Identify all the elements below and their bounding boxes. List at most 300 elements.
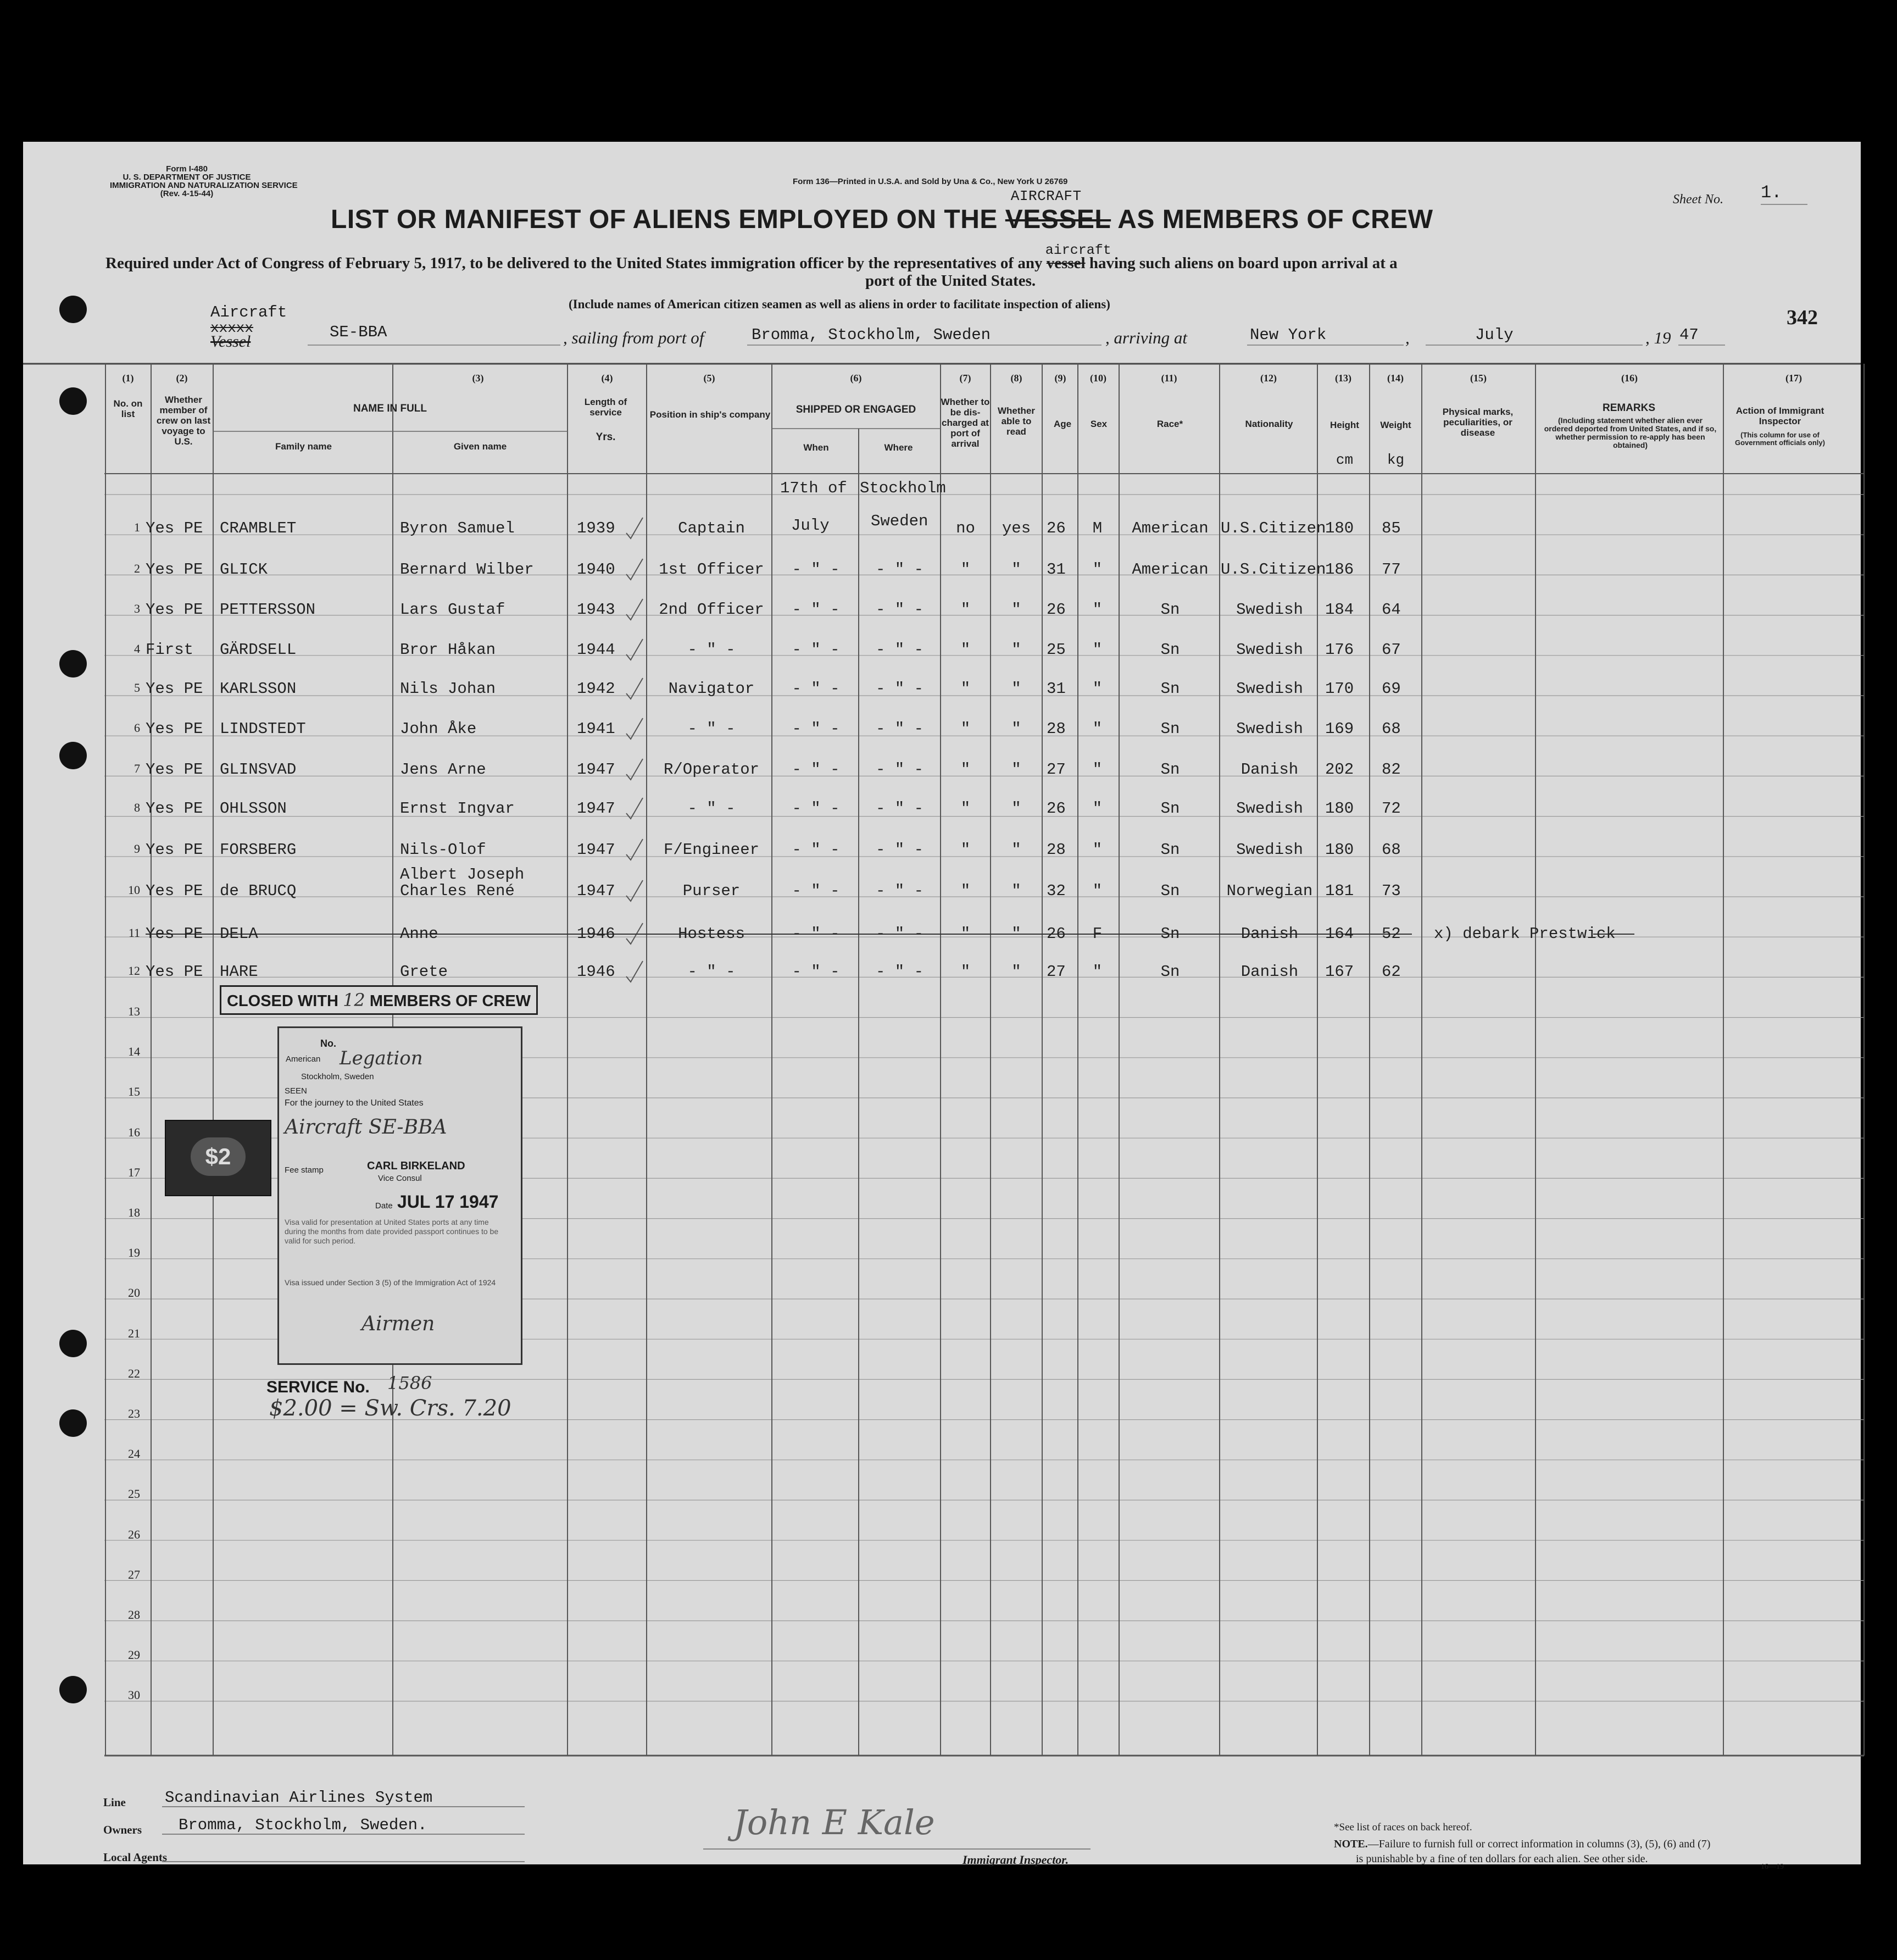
header-position: Position in ship's company: [649, 409, 771, 420]
cell-shipped-when: - " -: [792, 680, 840, 698]
cell-length-of-service: 1943: [577, 601, 615, 619]
sailing-port: Bromma, Stockholm, Sweden: [752, 326, 991, 344]
cell-family-name: LINDSTEDT: [220, 720, 306, 738]
cell-height: 202: [1325, 760, 1354, 779]
form-title: [331, 188, 1433, 235]
cell-discharged: ": [960, 760, 971, 779]
cell-height: 176: [1325, 641, 1354, 659]
cell-shipped-when: - " -: [792, 799, 840, 818]
column-number: (10): [1090, 373, 1106, 384]
cell-age: 26: [1047, 799, 1066, 818]
cell-weight: 77: [1382, 560, 1401, 579]
cell-age: 27: [1047, 963, 1066, 981]
cell-given-name: John Åke: [400, 720, 477, 738]
cell-height: 180: [1325, 799, 1354, 818]
cell-family-name: CRAMBLET: [220, 519, 297, 537]
cell-able-to-read: ": [1011, 720, 1021, 738]
cell-able-to-read: ": [1011, 680, 1021, 698]
cell-able-to-read: ": [1011, 799, 1021, 818]
fee-stamp: [165, 1120, 271, 1196]
cell-length-of-service: 1940: [577, 560, 615, 579]
typed-strikeout: xxxxx: [210, 320, 254, 336]
closed-stamp: [220, 985, 538, 1015]
cell-discharged: ": [960, 720, 971, 738]
cell-family-name: FORSBERG: [220, 841, 297, 859]
empty-row-number: 16: [128, 1125, 140, 1139]
closed-with-label: CLOSED WITH: [227, 992, 338, 1010]
cell-last-voyage: Yes PE: [146, 601, 203, 619]
cell-discharged: ": [960, 882, 971, 900]
column-number: (13): [1335, 373, 1351, 384]
row-number: 5: [134, 681, 140, 695]
header-sex: Sex: [1090, 419, 1108, 429]
cell-position: F/Engineer: [663, 841, 760, 859]
legation-stamp: [277, 1026, 522, 1365]
cell-discharged: ": [960, 925, 971, 943]
cell-weight: 67: [1382, 641, 1401, 659]
header-age: Age: [1053, 419, 1072, 429]
cell-age: 25: [1047, 641, 1066, 659]
cell-height: 169: [1325, 720, 1354, 738]
cell-age: 26: [1047, 925, 1066, 943]
empty-row-number: 13: [128, 1004, 140, 1018]
cell-age: 31: [1047, 560, 1066, 579]
column-number: (2): [176, 373, 188, 384]
cell-given-name: Bror Håkan: [400, 641, 496, 659]
cell-nationality: Swedish: [1236, 720, 1303, 738]
cell-given-name: Charles René: [400, 882, 515, 900]
cell-able-to-read: ": [1011, 760, 1021, 779]
required-part-2: having such aliens on board upon arrival at a: [1089, 254, 1398, 272]
cell-last-voyage: Yes PE: [146, 760, 203, 779]
row-number: 11: [128, 926, 140, 940]
stamp-officer-title: Vice Consul: [378, 1174, 422, 1183]
cell-position: 1st Officer: [659, 560, 764, 579]
row-number: 1: [134, 520, 140, 534]
header-when: When: [803, 442, 829, 453]
cell-nationality: Swedish: [1236, 680, 1303, 698]
cell-position: 2nd Officer: [659, 601, 764, 619]
empty-row-number: 26: [128, 1527, 140, 1541]
header-remarks-sub: (Including statement whether alien ever ordered deported from United States, and if so, whether permission to re-apply has been obtained): [1544, 416, 1717, 449]
stamp-legation-handwritten: Legation: [340, 1047, 423, 1069]
header-weight-unit: kg: [1387, 452, 1405, 468]
arrival-month: July: [1475, 326, 1514, 344]
header-height: Height: [1330, 420, 1359, 430]
cell-length-of-service: 1946: [577, 925, 615, 943]
service-number: 1586: [387, 1373, 432, 1393]
cell-able-to-read: ": [1011, 925, 1021, 943]
cell-discharged: ": [960, 963, 971, 981]
cell-position: - " -: [687, 799, 736, 818]
column-number: (7): [959, 373, 971, 384]
cell-height: 186: [1325, 560, 1354, 579]
cell-discharged: ": [960, 680, 971, 698]
cell-given-name: Bernard Wilber: [400, 560, 534, 579]
aircraft-word-insertion: aircraft: [1045, 242, 1111, 258]
stamp-airmen-handwritten: Airmen: [361, 1313, 435, 1335]
cell-shipped-where: - " -: [875, 799, 924, 818]
cell-last-voyage: First: [146, 641, 194, 659]
cell-sex: ": [1092, 560, 1103, 579]
check-mark: [626, 559, 643, 580]
cell-weight: 85: [1382, 519, 1401, 537]
race-note: *See list of races on back hereof.: [1334, 1822, 1472, 1833]
row-number: 3: [134, 602, 140, 615]
cell-family-name: GÄRDSELL: [220, 641, 297, 659]
cell-given-name: Lars Gustaf: [400, 601, 505, 619]
cell-race: Sn: [1160, 841, 1180, 859]
cell-able-to-read: ": [1011, 841, 1021, 859]
cell-shipped-when: - " -: [792, 925, 840, 943]
cell-weight: 62: [1382, 963, 1401, 981]
header-service-unit: Yrs.: [596, 431, 616, 443]
cell-sex: F: [1092, 925, 1103, 943]
footer-note: [1334, 1838, 1710, 1851]
cell-sex: ": [1092, 720, 1103, 738]
cell-family-name: de BRUCQ: [220, 882, 297, 900]
empty-row-number: 21: [128, 1326, 140, 1340]
column-number: (11): [1161, 373, 1177, 384]
row-number: 2: [134, 562, 140, 575]
header-family-name: Family name: [275, 441, 332, 452]
stamp-validity-text: Visa valid for presentation at United States ports at any time during the months from date provided passport continues to be valid for such period.: [285, 1218, 499, 1245]
fee-stamp-value: $2: [191, 1137, 246, 1176]
header-name-in-full: NAME IN FULL: [353, 403, 427, 414]
cell-height: 180: [1325, 841, 1354, 859]
cell-shipped-where: - " -: [875, 841, 924, 859]
row-number: 7: [134, 762, 140, 775]
row-number: 9: [134, 842, 140, 856]
comma: ,: [1405, 328, 1410, 347]
cell-weight: 72: [1382, 799, 1401, 818]
stamp-american: American: [286, 1054, 321, 1064]
column-number: (1): [122, 373, 134, 384]
header-action-sub: (This column for use of Government officials only): [1735, 431, 1825, 447]
stamp-seen: SEEN: [285, 1086, 307, 1096]
empty-row-number: 18: [128, 1206, 140, 1219]
cell-nationality: Norwegian: [1226, 882, 1313, 900]
stamp-officer-name: CARL BIRKELAND: [367, 1160, 465, 1172]
cell-position: R/Operator: [663, 760, 760, 779]
cell-shipped-where: - " -: [875, 760, 924, 779]
header-able-to-read: Whether able to read: [998, 406, 1035, 437]
required-statement-line-2: port of the United States.: [865, 272, 1036, 290]
cell-shipped-where: - " -: [875, 560, 924, 579]
cell-last-voyage: Yes PE: [146, 841, 203, 859]
shipped-where-line-1: Stockholm: [860, 479, 946, 497]
cell-able-to-read: yes: [1002, 519, 1031, 537]
cell-age: 28: [1047, 720, 1066, 738]
empty-row-number: 28: [128, 1608, 140, 1622]
cell-family-name: PETTERSSON: [220, 601, 316, 619]
cell-shipped-where: - " -: [875, 925, 924, 943]
empty-row-number: 23: [128, 1407, 140, 1420]
stamp-section-text: Visa issued under Section 3 (5) of the Immigration Act of 1924: [285, 1278, 496, 1287]
cell-given-name: Grete: [400, 963, 448, 981]
cell-shipped-where: - " -: [875, 963, 924, 981]
aircraft-type-inserted: Aircraft: [210, 303, 287, 321]
column-number: (5): [703, 373, 715, 384]
stamp-date: JUL 17 1947: [397, 1192, 499, 1212]
header-where: Where: [884, 442, 913, 453]
department-name: U. S. DEPARTMENT OF JUSTICE: [123, 173, 251, 182]
owners-value: Bromma, Stockholm, Sweden.: [179, 1816, 427, 1834]
cell-age: 26: [1047, 601, 1066, 619]
cell-length-of-service: 1946: [577, 963, 615, 981]
cell-nationality: Danish: [1240, 760, 1299, 779]
cell-sex: ": [1092, 841, 1103, 859]
cell-nationality: Swedish: [1236, 601, 1303, 619]
cell-last-voyage: Yes PE: [146, 560, 203, 579]
cell-shipped-when: - " -: [792, 601, 840, 619]
cell-position: - " -: [687, 963, 736, 981]
cell-given-name: Nils Johan: [400, 680, 496, 698]
cell-height: 164: [1325, 925, 1354, 943]
cell-length-of-service: 1944: [577, 641, 615, 659]
cell-length-of-service: 1941: [577, 720, 615, 738]
empty-row-number: 17: [128, 1165, 140, 1179]
cell-last-voyage: Yes PE: [146, 882, 203, 900]
shipped-where-line-2: Sweden: [871, 512, 928, 530]
cell-nationality: U.S.Citizen: [1221, 560, 1326, 579]
cell-weight: 73: [1382, 882, 1401, 900]
column-number: (15): [1470, 373, 1487, 384]
arrival-port: New York: [1250, 326, 1327, 344]
cell-family-name: GLICK: [220, 560, 268, 579]
sheet-number: 1.: [1761, 182, 1782, 203]
vessel-label-struck: Vessel: [210, 332, 251, 351]
service-number-label: SERVICE No.: [266, 1378, 370, 1396]
cell-sex: ": [1092, 601, 1103, 619]
cell-given-name: Jens Arne: [400, 760, 486, 779]
required-statement: [105, 242, 1398, 273]
column-number: (3): [472, 373, 484, 384]
corner-code: 16—19: [1761, 1863, 1784, 1871]
members-of-crew-label: MEMBERS OF CREW: [369, 992, 531, 1010]
stamp-no-label: No.: [320, 1038, 336, 1049]
row-number: 10: [128, 883, 140, 897]
cell-shipped-where: - " -: [875, 601, 924, 619]
cell-race: Sn: [1160, 601, 1180, 619]
cell-given-name: Byron Samuel: [400, 519, 515, 537]
cell-shipped-when: - " -: [792, 963, 840, 981]
row-number: 8: [134, 801, 140, 814]
cell-race: Sn: [1160, 720, 1180, 738]
year-prefix: , 19: [1645, 328, 1671, 347]
header-weight: Weight: [1380, 420, 1411, 430]
cell-height: 180: [1325, 519, 1354, 537]
column-number: (16): [1621, 373, 1638, 384]
cell-age: 31: [1047, 680, 1066, 698]
local-agents-label: Local Agents: [103, 1851, 168, 1864]
cell-shipped-when: - " -: [792, 760, 840, 779]
empty-row-number: 30: [128, 1688, 140, 1702]
cell-position: Hostess: [678, 925, 745, 943]
empty-row-number: 24: [128, 1447, 140, 1461]
header-given-name: Given name: [453, 441, 507, 452]
cell-length-of-service: 1947: [577, 882, 615, 900]
cell-sex: ": [1092, 760, 1103, 779]
closed-count: 12: [343, 990, 365, 1010]
form-number: Form I-480: [166, 164, 208, 174]
cell-race: Sn: [1160, 963, 1180, 981]
cell-nationality: U.S.Citizen: [1221, 519, 1326, 537]
cell-weight: 52: [1382, 925, 1401, 943]
cell-shipped-when: - " -: [792, 720, 840, 738]
cell-shipped-when: - " -: [792, 560, 840, 579]
cell-last-voyage: Yes PE: [146, 720, 203, 738]
cell-position: - " -: [687, 641, 736, 659]
column-number: (12): [1260, 373, 1277, 384]
line-label: Line: [103, 1796, 126, 1809]
cell-shipped-when: - " -: [792, 841, 840, 859]
check-mark: [626, 639, 643, 660]
check-mark: [626, 759, 643, 780]
cell-given-name: Nils-Olof: [400, 841, 486, 859]
cell-nationality: Swedish: [1236, 841, 1303, 859]
cell-shipped-where: - " -: [875, 720, 924, 738]
cell-height: 167: [1325, 963, 1354, 981]
cell-age: 27: [1047, 760, 1066, 779]
empty-row-number: 20: [128, 1286, 140, 1300]
empty-row-number: 27: [128, 1567, 140, 1581]
cell-able-to-read: ": [1011, 882, 1021, 900]
sheet-label: Sheet No.: [1673, 192, 1723, 207]
cell-length-of-service: 1939: [577, 519, 615, 537]
service-fee-note: $2.00 = Sw. Crs. 7.20: [269, 1396, 511, 1421]
row-number: 4: [134, 642, 140, 656]
cell-length-of-service: 1947: [577, 841, 615, 859]
cell-race: Sn: [1160, 680, 1180, 698]
check-mark: [626, 518, 643, 538]
cell-given-name: Ernst Ingvar: [400, 799, 515, 818]
cell-discharged: ": [960, 560, 971, 579]
empty-row-number: 29: [128, 1648, 140, 1662]
cell-last-voyage: Yes PE: [146, 799, 203, 818]
cell-able-to-read: ": [1011, 963, 1021, 981]
struck-vessel: VESSEL: [1005, 205, 1111, 234]
header-physical-marks: Physical marks, peculiarities, or disease: [1442, 407, 1514, 438]
cell-position: Navigator: [668, 680, 755, 698]
struck-vessel-word: vessel: [1046, 254, 1086, 272]
stamp-aircraft-handwritten: Aircraft SE-BBA: [285, 1116, 447, 1139]
cell-family-name: GLINSVAD: [220, 760, 297, 779]
cell-race: Sn: [1160, 641, 1180, 659]
cell-age: 32: [1047, 882, 1066, 900]
cell-race: American: [1132, 560, 1209, 579]
check-mark: [626, 880, 643, 901]
cell-length-of-service: 1947: [577, 799, 615, 818]
cell-race: Sn: [1160, 799, 1180, 818]
stamp-fee-label: Fee stamp: [285, 1165, 324, 1175]
cell-shipped-when: - " -: [792, 641, 840, 659]
header-last-voyage: Whether member of crew on last voyage to U.S.: [156, 395, 211, 447]
cell-sex: M: [1092, 519, 1103, 537]
cell-family-name: KARLSSON: [220, 680, 297, 698]
header-race: Race*: [1156, 419, 1183, 429]
title-vessel-struck: [1005, 188, 1111, 235]
cell-nationality: Danish: [1240, 963, 1299, 981]
inspector-label: Immigrant Inspector.: [963, 1853, 1069, 1867]
cell-shipped-when: - " -: [792, 882, 840, 900]
form-identification: [110, 164, 298, 198]
header-height-unit: cm: [1336, 452, 1354, 468]
aircraft-registration: SE-BBA: [330, 323, 387, 341]
empty-row-number: 19: [128, 1246, 140, 1260]
shipped-when-line-1: 17th of: [780, 479, 847, 497]
cell-age: 28: [1047, 841, 1066, 859]
cell-discharged: no: [956, 519, 975, 537]
sailing-label: , sailing from port of: [563, 328, 704, 347]
check-mark: [626, 798, 643, 819]
header-length-of-service: Length of service: [584, 397, 627, 418]
note-label: NOTE.: [1334, 1838, 1368, 1850]
cell-race: Sn: [1160, 925, 1180, 943]
required-part-1: Required under Act of Congress of February 5, 1917, to be delivered to the United States immigration officer by the representatives of any: [105, 254, 1043, 272]
cell-given-name-line-1: Albert Joseph: [400, 865, 525, 884]
cell-shipped-where: - " -: [875, 680, 924, 698]
cell-family-name: OHLSSON: [220, 799, 287, 818]
empty-row-number: 22: [128, 1366, 140, 1380]
printer-line: Form 136—Printed in U.S.A. and Sold by Una & Co., New York U 26769: [793, 177, 1068, 186]
cell-race: American: [1132, 519, 1209, 537]
cell-last-voyage: Yes PE: [146, 519, 203, 537]
cell-length-of-service: 1947: [577, 760, 615, 779]
cell-sex: ": [1092, 641, 1103, 659]
cell-discharged: ": [960, 799, 971, 818]
shipped-when-line-2: July: [791, 517, 830, 535]
cell-race: Sn: [1160, 760, 1180, 779]
title-part-2: AS MEMBERS OF CREW: [1117, 205, 1433, 234]
check-mark: [626, 599, 643, 620]
cell-family-name: DELA: [220, 925, 258, 943]
header-action: Action of Immigrant Inspector: [1735, 406, 1824, 426]
row-number: 12: [128, 964, 140, 978]
cell-height: 181: [1325, 882, 1354, 900]
empty-row-number: 14: [128, 1045, 140, 1059]
cell-nationality: Swedish: [1236, 799, 1303, 818]
cell-weight: 68: [1382, 720, 1401, 738]
arriving-label: , arriving at: [1105, 328, 1187, 347]
cell-able-to-read: ": [1011, 601, 1021, 619]
header-nationality: Nationality: [1245, 419, 1293, 429]
cell-position: Captain: [678, 519, 745, 537]
cell-position: Purser: [682, 882, 741, 900]
column-number: (14): [1387, 373, 1404, 384]
cell-last-voyage: Yes PE: [146, 963, 203, 981]
column-number: (8): [1010, 373, 1022, 384]
title-part-1: LIST OR MANIFEST OF ALIENS EMPLOYED ON THE: [331, 205, 998, 234]
year-suffix: 47: [1679, 326, 1699, 344]
cell-weight: 68: [1382, 841, 1401, 859]
stamp-date-label: Date: [375, 1201, 393, 1211]
line-value: Scandinavian Airlines System: [165, 1789, 433, 1807]
cell-sex: ": [1092, 963, 1103, 981]
cell-sex: ": [1092, 680, 1103, 698]
column-number: (17): [1785, 373, 1802, 384]
cell-sex: ": [1092, 882, 1103, 900]
header-remarks: REMARKS: [1602, 402, 1656, 414]
column-number: (9): [1054, 373, 1066, 384]
cell-weight: 64: [1382, 601, 1401, 619]
cell-shipped-where: - " -: [875, 641, 924, 659]
cell-able-to-read: ": [1011, 560, 1021, 579]
cell-able-to-read: ": [1011, 641, 1021, 659]
header-no-on-list: No. on list: [113, 398, 143, 419]
cell-given-name: Anne: [400, 925, 438, 943]
service-name: IMMIGRATION AND NATURALIZATION SERVICE: [110, 181, 298, 190]
